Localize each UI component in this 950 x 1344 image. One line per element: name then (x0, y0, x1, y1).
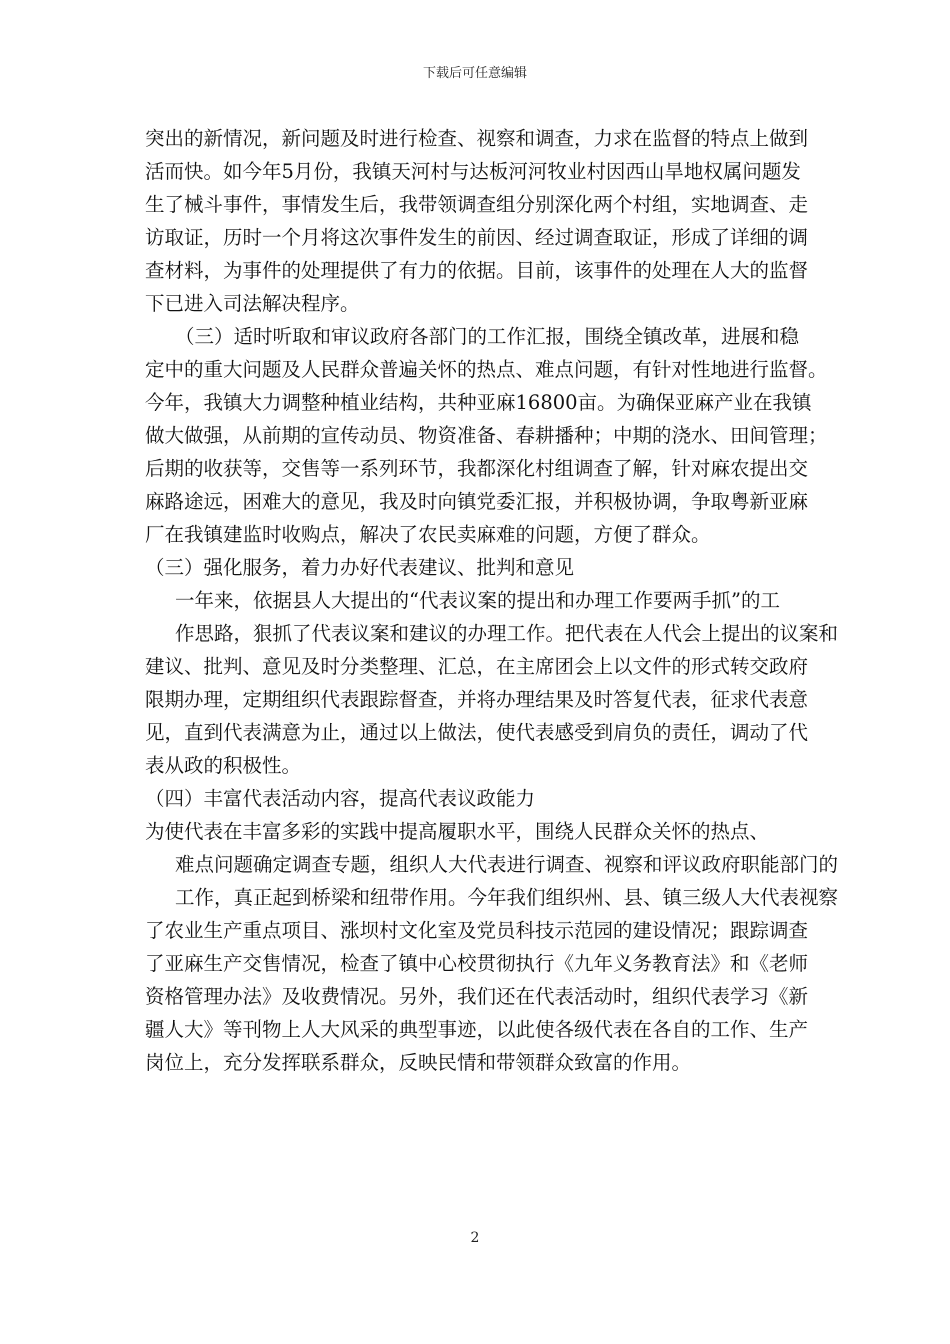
body-line: 了亚麻生产交售情况，检查了镇中心校贯彻执行《九年义务教育法》和《老师 (145, 952, 809, 975)
body-line: 后期的收获等，交售等一系列环节，我都深化村组调查了解，针对麻农提出交 (145, 457, 809, 480)
body-line: 定中的重大问题及人民群众普遍关怀的热点、难点问题，有针对性地进行监督。 (145, 358, 828, 381)
body-line: （四）丰富代表活动内容，提高代表议政能力 (145, 787, 536, 810)
body-line: 为使代表在丰富多彩的实践中提高履职水平，围绕人民群众关怀的热点、 (145, 820, 770, 843)
body-line: 见，直到代表满意为止，通过以上做法，使代表感受到肩负的责任，调动了代 (145, 721, 809, 744)
body-line: 活而快。如今年5月份，我镇天河村与达板河河牧业村因西山旱地权属问题发 (145, 160, 801, 183)
body-line: 下已进入司法解决程序。 (145, 292, 360, 315)
body-line: 建议、批判、意见及时分类整理、汇总，在主席团会上以文件的形式转交政府 (145, 655, 809, 678)
body-line: 厂在我镇建监时收购点，解决了农民卖麻难的问题，方便了群众。 (145, 523, 711, 546)
page-header: 下载后可任意编辑 (422, 66, 527, 81)
paragraph-first-line: 工作，真正起到桥梁和纽带作用。今年我们组织州、县、镇三级人大代表视察 (175, 886, 839, 909)
section-heading: 难点问题确定调查专题，组织人大代表进行调查、视察和评议政府职能部门的 (175, 853, 839, 876)
body-line: 今年，我镇大力调整种植业结构，共种亚麻16800亩。为确保亚麻产业在我镇 (145, 391, 812, 414)
page-number: 2 (470, 1230, 480, 1246)
body-line: 访取证，历时一个月将这次事件发生的前因、经过调查取证，形成了详细的调 (145, 226, 809, 249)
body-line: 限期办理，定期组织代表跟踪督查，并将办理结果及时答复代表，征求代表意 (145, 688, 809, 711)
body-line: 麻路途远，困难大的意见，我及时向镇党委汇报，并积极协调，争取粤新亚麻 (145, 490, 809, 513)
body-line: 疆人大》等刊物上人大风采的典型事迹，以此使各级代表在各自的工作、生产 (145, 1018, 809, 1041)
body-line: 表从政的积极性。 (145, 754, 302, 777)
body-line: 做大做强，从前期的宣传动员、物资准备、春耕播种；中期的浇水、田间管理； (145, 424, 828, 447)
body-line: 生了械斗事件，事情发生后，我带领调查组分别深化两个村组，实地调查、走 (145, 193, 809, 216)
section-heading: （三）适时听取和审议政府各部门的工作汇报，围绕全镇改革，进展和稳 (175, 325, 800, 348)
section-heading: 一年来，依据县人大提出的“代表议案的提出和办理工作要两手抓”的工 (175, 589, 780, 612)
paragraph-first-line: 作思路，狠抓了代表议案和建议的办理工作。把代表在人代会上提出的议案和 (175, 622, 839, 645)
body-line: 突出的新情况，新问题及时进行检查、视察和调查，力求在监督的特点上做到 (145, 127, 809, 150)
body-line: 资格管理办法》及收费情况。另外，我们还在代表活动时，组织代表学习《新 (145, 985, 809, 1008)
body-line: 了农业生产重点项目、涨坝村文化室及党员科技示范园的建设情况；跟踪调查 (145, 919, 809, 942)
body-line: 岗位上，充分发挥联系群众，反映民情和带领群众致富的作用。 (145, 1051, 692, 1074)
body-line: 查材料，为事件的处理提供了有力的依据。目前，该事件的处理在人大的监督 (145, 259, 809, 282)
body-line: （三）强化服务，着力办好代表建议、批判和意见 (145, 556, 575, 579)
